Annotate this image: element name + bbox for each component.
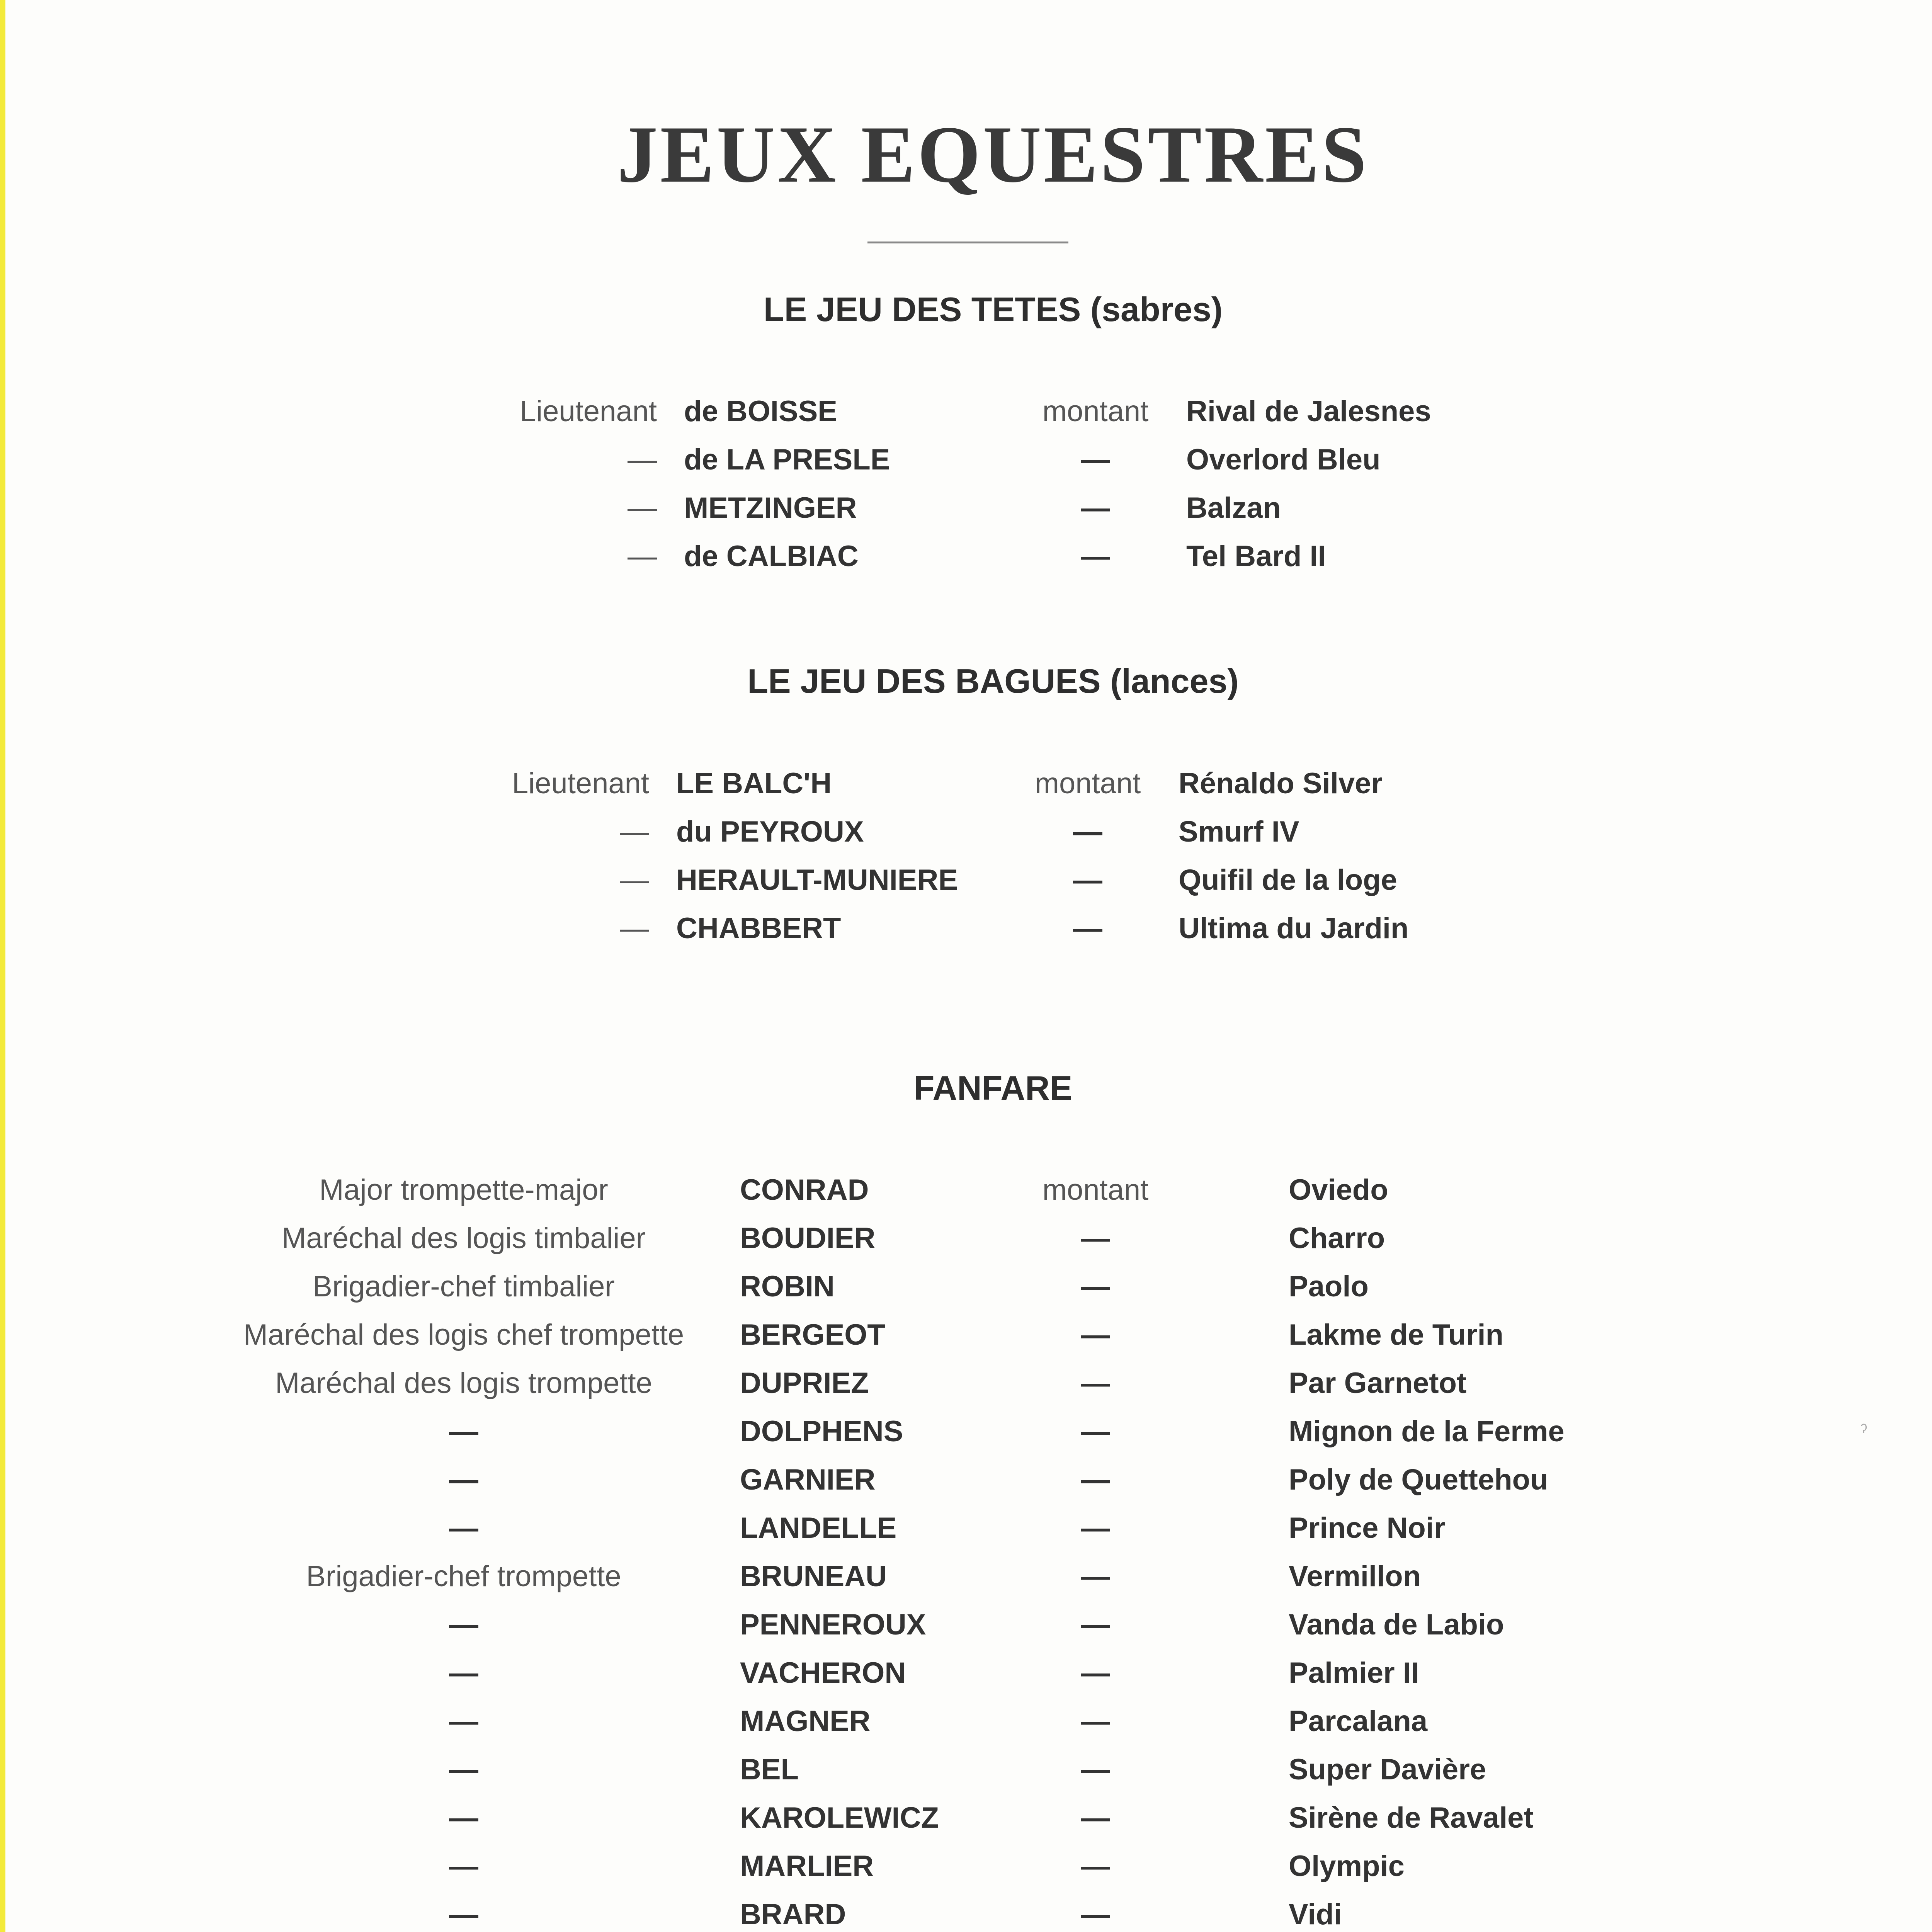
row-role: — (620, 864, 649, 896)
table-row (0, 1654, 1932, 1702)
row-role: — (449, 1415, 478, 1448)
heading-bagues-text: LE JEU DES BAGUES (747, 662, 1101, 700)
row-montant: — (1073, 912, 1102, 945)
row-horse: Overlord Bleu (1186, 443, 1381, 476)
heading-tetes-text: LE JEU DES TETES (763, 290, 1081, 328)
row-name: CONRAD (740, 1173, 869, 1206)
row-horse: Mignon de la Ferme (1289, 1415, 1565, 1448)
table-row (0, 813, 1932, 861)
page-title: JEUX EQUESTRES (617, 110, 1369, 199)
row-montant: — (1081, 1608, 1110, 1641)
row-horse: Sirène de Ravalet (1289, 1801, 1534, 1834)
row-role: Lieutenant (512, 767, 649, 800)
row-role: — (449, 1512, 478, 1544)
row-montant: — (1081, 540, 1110, 573)
row-role: — (449, 1850, 478, 1883)
table-row (0, 1509, 1932, 1557)
table-row (0, 1702, 1932, 1750)
row-role: Brigadier-chef trompette (306, 1560, 621, 1593)
table-row (0, 1557, 1932, 1605)
row-name: BOUDIER (740, 1222, 876, 1255)
row-montant: — (1081, 1753, 1110, 1786)
row-montant: montant (1034, 767, 1141, 800)
row-horse: Oviedo (1289, 1173, 1388, 1206)
row-horse: Rival de Jalesnes (1186, 395, 1431, 428)
table-row (0, 1412, 1932, 1461)
row-role: — (620, 912, 649, 945)
row-montant: — (1081, 443, 1110, 476)
table-row (0, 1364, 1932, 1412)
row-horse: Palmier II (1289, 1656, 1419, 1689)
table-row (0, 1605, 1932, 1654)
row-montant: — (1081, 1318, 1110, 1351)
row-horse: Charro (1289, 1222, 1385, 1255)
fanfare-list (0, 1171, 1932, 1932)
row-horse: Prince Noir (1289, 1512, 1446, 1544)
row-horse: Smurf IV (1179, 815, 1299, 848)
row-montant: — (1081, 492, 1110, 524)
table-row (0, 440, 1932, 489)
row-name: MARLIER (740, 1850, 874, 1883)
row-name: DOLPHENS (740, 1415, 903, 1448)
table-row (0, 764, 1932, 813)
row-name: BRARD (740, 1898, 846, 1931)
row-role: — (628, 492, 657, 524)
row-horse: Ultima du Jardin (1179, 912, 1409, 945)
row-name: MAGNER (740, 1705, 871, 1738)
table-row (0, 1847, 1932, 1895)
row-montant: — (1081, 1415, 1110, 1448)
row-horse: Tel Bard II (1186, 540, 1326, 573)
row-montant: — (1081, 1801, 1110, 1834)
row-horse: Vidi (1289, 1898, 1342, 1931)
row-montant: — (1081, 1270, 1110, 1303)
row-horse: Olympic (1289, 1850, 1405, 1883)
row-horse: Paolo (1289, 1270, 1369, 1303)
row-name: de BOISSE (684, 395, 837, 428)
row-name: BERGEOT (740, 1318, 885, 1351)
row-montant: — (1081, 1560, 1110, 1593)
section-heading-tetes (0, 290, 1932, 329)
row-montant: — (1081, 1656, 1110, 1689)
table-row (0, 1219, 1932, 1267)
table-row (0, 1461, 1932, 1509)
row-montant: — (1081, 1705, 1110, 1738)
bagues-list (0, 764, 1932, 957)
heading-tetes-note: (sabres) (1090, 290, 1223, 328)
row-role: — (628, 540, 657, 573)
table-row (0, 1895, 1932, 1932)
row-name: KAROLEWICZ (740, 1801, 939, 1834)
table-row (0, 861, 1932, 909)
row-role: Maréchal des logis timbalier (282, 1222, 646, 1255)
row-role: — (449, 1801, 478, 1834)
row-name: du PEYROUX (676, 815, 864, 848)
table-row (0, 909, 1932, 957)
row-montant: — (1081, 1512, 1110, 1544)
row-horse: Rénaldo Silver (1179, 767, 1383, 800)
row-horse: Par Garnetot (1289, 1367, 1467, 1400)
row-name: ROBIN (740, 1270, 835, 1303)
row-name: DUPRIEZ (740, 1367, 869, 1400)
row-role: — (449, 1608, 478, 1641)
table-row (0, 1799, 1932, 1847)
table-row (0, 392, 1932, 440)
row-role: Major trompette-major (319, 1173, 608, 1206)
row-role: Maréchal des logis chef trompette (243, 1318, 684, 1351)
tetes-list (0, 392, 1932, 585)
row-role: Maréchal des logis trompette (275, 1367, 652, 1400)
row-montant: montant (1042, 395, 1149, 428)
table-row (0, 537, 1932, 585)
table-row (0, 1316, 1932, 1364)
row-name: CHABBERT (676, 912, 841, 945)
row-name: METZINGER (684, 492, 857, 524)
row-horse: Super Davière (1289, 1753, 1486, 1786)
table-row (0, 489, 1932, 537)
table-row (0, 1171, 1932, 1219)
row-horse: Balzan (1186, 492, 1281, 524)
heading-bagues-note: (lances) (1110, 662, 1239, 700)
row-role: — (449, 1463, 478, 1496)
table-row (0, 1750, 1932, 1799)
row-role: — (449, 1656, 478, 1689)
table-row (0, 1267, 1932, 1316)
section-heading-bagues (0, 662, 1932, 701)
title-divider (867, 242, 1068, 243)
row-montant: — (1073, 864, 1102, 896)
row-horse: Parcalana (1289, 1705, 1428, 1738)
row-horse: Lakme de Turin (1289, 1318, 1504, 1351)
row-name: PENNEROUX (740, 1608, 926, 1641)
row-montant: — (1081, 1850, 1110, 1883)
heading-fanfare-text: FANFARE (913, 1069, 1073, 1107)
row-montant: — (1081, 1463, 1110, 1496)
row-name: LE BALC'H (676, 767, 832, 800)
row-montant: — (1081, 1222, 1110, 1255)
row-role: Lieutenant (520, 395, 657, 428)
row-montant: — (1073, 815, 1102, 848)
row-horse: Vanda de Labio (1289, 1608, 1504, 1641)
row-name: de CALBIAC (684, 540, 859, 573)
row-name: VACHERON (740, 1656, 906, 1689)
row-horse: Poly de Quettehou (1289, 1463, 1548, 1496)
section-heading-fanfare (0, 1068, 1932, 1108)
row-montant: — (1081, 1898, 1110, 1931)
row-name: HERAULT-MUNIERE (676, 864, 958, 896)
scan-speck: ˀ (1861, 1420, 1867, 1442)
row-role: — (449, 1898, 478, 1931)
row-role: — (628, 443, 657, 476)
row-name: GARNIER (740, 1463, 876, 1496)
row-name: de LA PRESLE (684, 443, 890, 476)
row-role: — (449, 1705, 478, 1738)
row-role: Brigadier-chef timbalier (313, 1270, 615, 1303)
row-horse: Quifil de la loge (1179, 864, 1397, 896)
row-name: BRUNEAU (740, 1560, 887, 1593)
row-horse: Vermillon (1289, 1560, 1421, 1593)
row-montant: montant (1042, 1173, 1149, 1206)
row-montant: — (1081, 1367, 1110, 1400)
row-name: LANDELLE (740, 1512, 897, 1544)
row-role: — (449, 1753, 478, 1786)
row-name: BEL (740, 1753, 799, 1786)
row-role: — (620, 815, 649, 848)
